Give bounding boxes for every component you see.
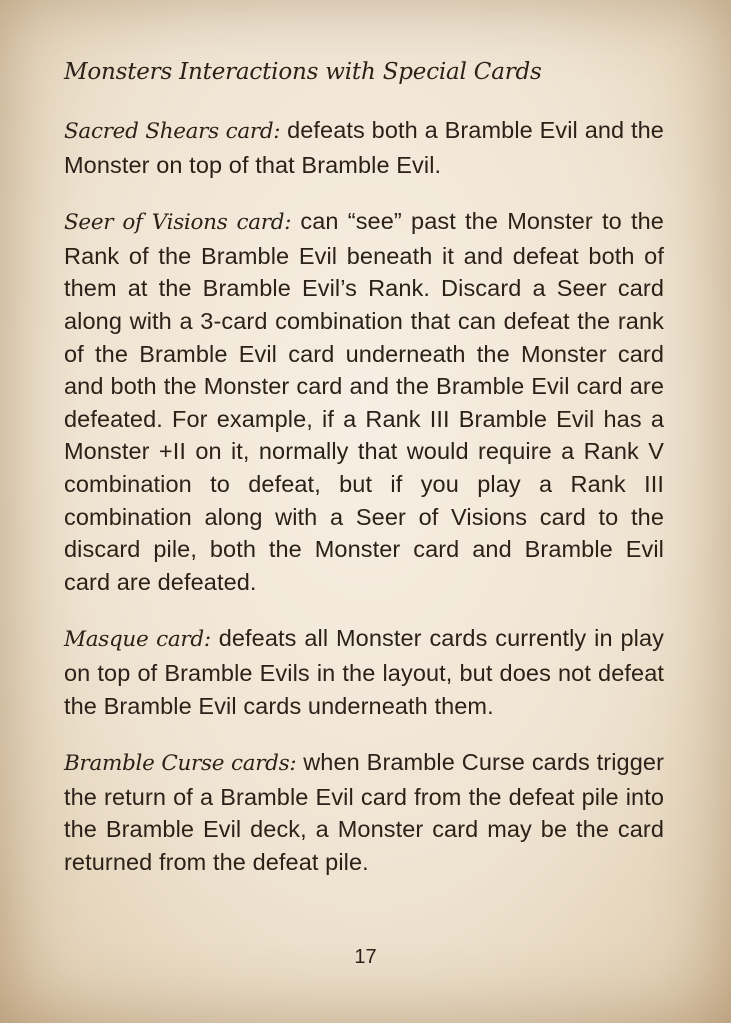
entry-sacred-shears <box>64 114 664 181</box>
entry-text: defeats all Monster cards currently in play on top of Bramble Evils in the layout, but does not defeat the Bramble Evil cards underneath them. <box>64 625 665 719</box>
entry-term: Bramble Curse cards: <box>64 751 297 777</box>
entry-term: Seer of Visions card: <box>64 210 292 236</box>
section-title: Monsters Interactions with Special Cards <box>64 59 542 85</box>
page-content <box>64 56 664 902</box>
entry-bramble-curse <box>64 746 664 878</box>
entry-term: Masque card: <box>64 627 211 653</box>
entry-text: when Bramble Curse cards trigger the return of a Bramble Evil card from the defeat pile into the Bramble Evil deck, a Monster card may be the card returned from the defeat pile. <box>64 749 664 875</box>
entry-masque <box>64 622 664 722</box>
entry-text: defeats both a Bramble Evil and the Monster on top of that Bramble Evil. <box>64 117 664 178</box>
entry-text: can “see” past the Monster to the Rank of the Bramble Evil beneath it and defeat both of them at the Bramble Evil’s Rank. Discard a Seer card along with a 3-card combination that can defeat the rank of the Bramble Evil card underneath the Monster card and both the Monster card and the Bramble Evil card are defeated. For example, if a Rank III Bramble Evil has a Monster +II on it, normally that would require a Rank V combination to defeat, but if you play a Rank III combination along with a Seer of Visions card to the discard pile, both the Monster card and Bramble Evil card are defeated. <box>64 208 664 595</box>
entry-term: Sacred Shears card: <box>64 119 281 144</box>
page-number: 17 <box>354 946 377 968</box>
entry-seer-of-visions <box>64 205 664 598</box>
